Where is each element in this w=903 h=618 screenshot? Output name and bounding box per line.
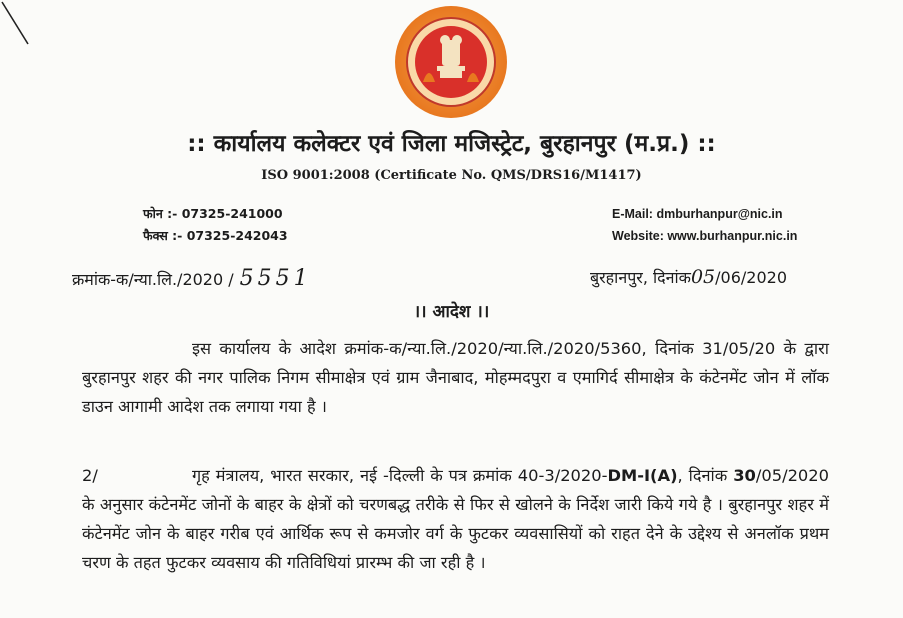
paragraph-2-bold-ref: DM-I(A) [607,466,678,485]
paragraph-number: 2/ [82,466,98,485]
date-place-label: बुरहानपुर, दिनांक [590,268,691,287]
order-heading: ।। आदेश ।। [413,302,490,322]
paragraph-2-text-b: , दिनांक [677,466,734,485]
handwritten-reference-number: 5551 [239,266,312,291]
date-month-year: /06/2020 [715,268,788,287]
paragraph-2-bold-day: 30 [733,466,756,485]
paragraph-1: इस कार्यालय के आदेश क्रमांक-क/न्या.लि./2020/न्या.लि./2020/5360, दिनांक 31/05/20 के द्वारा बुरहानपुर शहर की नगर पालिक निगम सीमाक्षेत्र एवं ग्राम जैनाबाद, मोहम्मदपुरा व एमागिर्द सीमाक्षेत्र के कंटेनमेंट जोन में लॉक डाउन आगामी आदेश तक लगाया गया है । [82,339,829,416]
iso-certificate-line: ISO 9001:2008 (Certificate No. QMS/DRS16/M1417) [261,168,642,183]
website-address: Website: www.burhanpur.nic.in [612,229,798,243]
email-address: E-Mail: dmburhanpur@nic.in [612,207,783,221]
order-date [590,266,787,288]
handwritten-day: 05 [690,266,716,288]
paragraph-2-text-c: /05/2020 के अनुसार कंटेनमेंट जोनों के बाहर के क्षेत्रों को चरणबद्ध तरीके से फिर से खोलने के निर्देश जारी किये गये है । बुरहानपुर शहर में कंटेनमेंट जोन के बाहर गरीब एवं आर्थिक रूप से कमजोर वर्ग के फुटकर व्यवसासियों को राहत देने के उद्देश्य से अनलॉक प्रथम चरण के तहत फुटकर व्यवसाय की गतिविधियां प्रारम्भ की जा रही है । [82,466,829,572]
reference-number [72,266,312,291]
contact-web [612,203,797,247]
contact-phone-fax [143,203,288,247]
office-title: :: कार्यालय कलेक्टर एवं जिला मजिस्ट्रेट, बुरहानपुर (म.प्र.) :: [187,131,716,157]
paragraph-2-text-a: गृह मंत्रालय, भारत सरकार, नई -दिल्ली के पत्र क्रमांक 40-3/2020- [192,466,608,485]
pen-stroke-mark [0,0,40,50]
phone-number: फोन :- 07325-241000 [143,206,283,221]
fax-number: फैक्स :- 07325-242043 [143,228,288,243]
state-emblem-logo [393,4,509,120]
reference-label: क्रमांक-क/न्या.लि./2020 / [72,270,234,289]
paragraph-2 [82,461,829,577]
